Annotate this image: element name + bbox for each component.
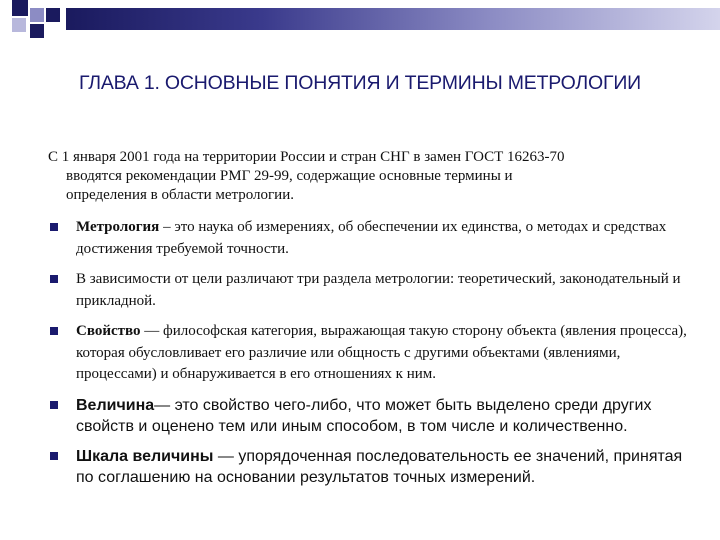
list-item-quantity (48, 395, 688, 437)
square-bullet-icon (50, 327, 58, 335)
term-definition: — упорядоченная последовательность ее значений, принятая по соглашению на основании результатов точных измерений. (76, 447, 683, 486)
term-label: Величина (76, 396, 155, 414)
item-text: В зависимости от цели различают три раздела метрологии: теоретический, законодательный и прикладной. (76, 271, 681, 309)
term-label: Метрология (76, 219, 160, 235)
list-item-sections (48, 269, 688, 312)
term-definition: — это свойство чего-либо, что может быть выделено среди других свойств и оценено тем или иным способом, в том числе и количественно. (76, 396, 652, 435)
term-definition: – это наука об измерениях, об обеспечении их единства, о методах и средствах достижения требуемой точности. (76, 219, 667, 257)
decor-square (12, 18, 26, 32)
intro-paragraph (48, 148, 688, 205)
slide-body (48, 148, 688, 497)
decor-square (46, 8, 60, 22)
intro-line: С 1 января 2001 года на территории России и стран СНГ в замен ГОСТ 16263-70 (48, 149, 565, 165)
intro-line: вводятся рекомендации РМГ 29-99, содержащие основные термины и (66, 168, 513, 184)
gradient-bar (66, 8, 720, 30)
header-decoration (0, 0, 720, 42)
decor-square (30, 8, 44, 22)
intro-line: определения в области метрологии. (66, 187, 294, 203)
term-definition: — философская категория, выражающая такую сторону объекта (явления процесса), которая обусловливает его различие или общность с другими объектами (явлениями, процессами) и обнаруживается в его отношениях к ним. (76, 323, 687, 382)
list-item-scale (48, 446, 688, 488)
list-item-property (48, 321, 688, 386)
term-label: Свойство (76, 323, 141, 339)
square-bullet-icon (50, 223, 58, 231)
square-bullet-icon (50, 452, 58, 460)
term-label: Шкала величины (76, 447, 214, 465)
square-bullet-icon (50, 401, 58, 409)
square-bullet-icon (50, 275, 58, 283)
slide-title: ГЛАВА 1. ОСНОВНЫЕ ПОНЯТИЯ И ТЕРМИНЫ МЕТРОЛОГИИ (79, 72, 641, 94)
list-item-metrology (48, 217, 688, 260)
decor-square (30, 24, 44, 38)
decor-square (12, 0, 28, 16)
